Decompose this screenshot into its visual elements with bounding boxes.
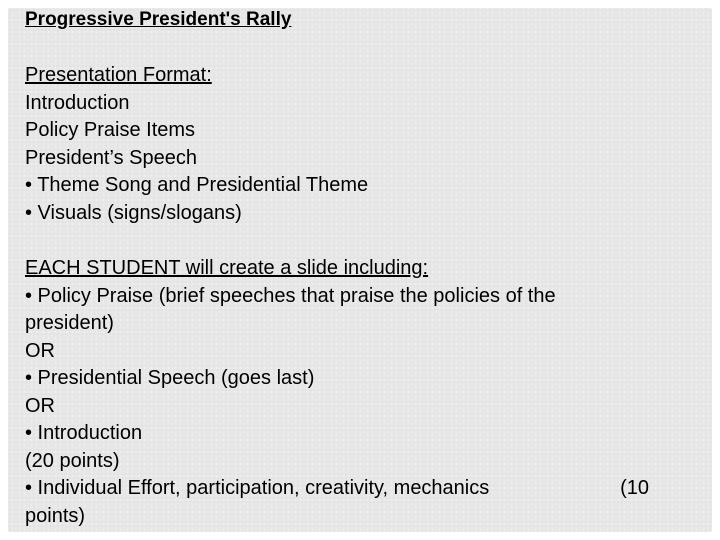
requirement-points-label: points) xyxy=(25,504,86,527)
requirement-or-1: OR xyxy=(25,339,55,362)
format-item-visuals: • Visuals (signs/slogans) xyxy=(25,201,242,224)
format-item-policy-praise: Policy Praise Items xyxy=(25,119,196,141)
slide-content xyxy=(25,8,696,530)
format-heading: Presentation Format: xyxy=(25,64,212,86)
requirement-individual-effort-row xyxy=(25,475,649,503)
requirement-introduction: • Introduction xyxy=(25,422,143,444)
slide-title: Progressive President's Rally xyxy=(25,9,292,30)
requirement-points-10: (10 xyxy=(620,477,649,499)
format-item-presidents-speech: President’s Speech xyxy=(25,146,197,169)
requirement-or-2: OR xyxy=(25,394,55,417)
format-item-introduction: Introduction xyxy=(25,91,130,114)
requirement-presidential-speech: • Presidential Speech (goes last) xyxy=(25,367,315,389)
requirement-points-20: (20 points) xyxy=(25,449,120,472)
requirement-policy-praise: • Policy Praise (brief speeches that praise the policies of the xyxy=(25,284,556,307)
requirement-individual-effort: • Individual Effort, participation, creativity, mechanics xyxy=(25,477,490,499)
slide xyxy=(8,8,712,532)
requirements-heading: EACH STUDENT will create a slide including: xyxy=(25,257,429,279)
requirement-policy-praise-cont: president) xyxy=(25,312,114,334)
format-item-theme-song: • Theme Song and Presidential Theme xyxy=(25,174,369,196)
